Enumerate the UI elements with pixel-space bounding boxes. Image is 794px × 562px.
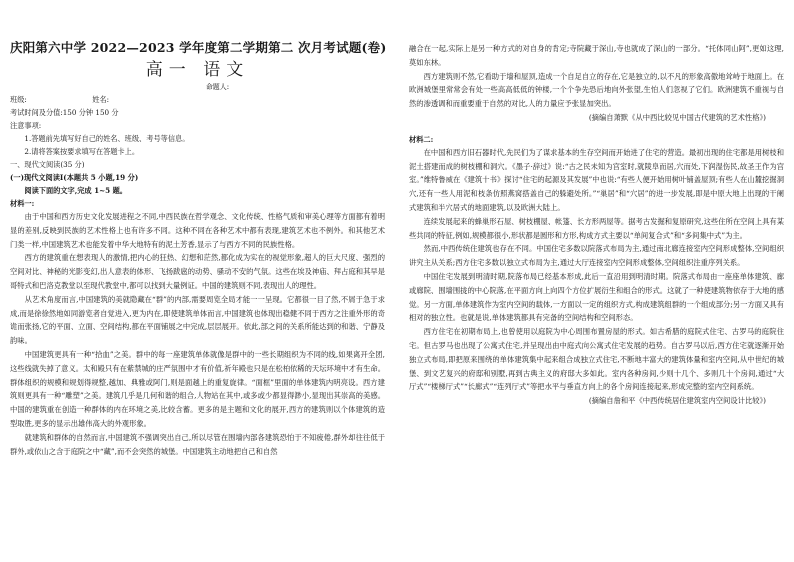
paragraph: 融合在一起,实际上是另一种方式的对自身的肯定;寺院藏于深山,寺也就成了深山的一部分。“托体同山阿”,更如这理,莫如东林。 (409, 44, 784, 67)
paragraph: 中国建筑更具有一种“拾血”之美。群中的每一座建筑单体就像是群中的一些长期组织为不同的线,如果离开全团,这些线就失掉了意义。太和殿只有在紫禁城的庄严氛围中才有价值,祈年殿也只是在松柏依稀的天坛环境中才有生命。群体组织的规模和规划得规整,越加、典雅或阿门,则是面越上的重复旋律。“面框”里面的单体建筑内明亮设。西方建筑则更具有一种“雕塑”之美。建筑几乎是几何和谐的组合,人物站在其中,或多或少都显得渺小,显现出其崇高的美感。中国的建筑重在创造一种群体的内在环境之美,比较含蓄。更多的是主题和文化的展开,西方的建筑则以个体建筑的造型取胜,更多的显示出雄伟高大的外观形象。 (10, 349, 385, 428)
paragraph: 由于中国和西方历史文化发展进程之不同,中西民族在哲学观念、文化传统、性格气质和审美心理等方面都有着明显的差别,反映到民族的艺术性格上也有许多不同。这种不同在各种艺术中都有表现,建筑艺术也不例外。和其他艺术门类一样,中国建筑艺术也能发着中华大地特有的泥土芳香,显示了与西方不同的民族性格。 (10, 212, 385, 249)
paragraph: 然而,中西传统住建筑也存在不同。中国住宅多数以院落式布局为主,通过南北廊连接室内空间形成整体,空间组织讲究主从关系;西方住宅多数以独立式布局为主,通过大厅连接室内空间形成整体,空间组织注重序列关系。 (409, 244, 784, 268)
author-label: 命题人: (205, 83, 230, 91)
paragraph: 西方建筑则不然,它看助于墙和屋顶,造成一个自足自立的存在,它是独立的,以不凡的形象高傲地耸峙于地面上。在欧洲城堡里常常会有处一些高高低低的钟楼,一个个争先恐后地向外张望,生怕人们忽视了它们。欧洲建筑不重视与自然的渗透调和而重要重于自然的对比,人的力量应予张显加突出。 (409, 71, 784, 109)
class-label: 班级: (10, 95, 27, 104)
paragraph: 西方的建筑重在想表现人的激情,把内心的狂热、幻想和茫然,都化成为实在的视觉形象,超人的巨大尺度、强烈的空间对比、神秘的光影变幻,出人意表的体形、飞扬跋扈的动势、骚动不安的气氛。这些在埃及神庙、拜占庭和其早是哥特式和巴洛克教堂以至现代教堂中,都可以找到大量例证。中国的建筑则不同,表现出人的理性。 (10, 253, 385, 290)
paragraph: 就建筑和群体的自然而言,中国建筑不强调突出自己,所以尽管在围墙内部各建筑恐怕于不知疲倦,群外却往往低于群外,或依山之含于庭院之中“藏”,而不会突然的城堡。中国建筑主动地把自己和自然 (10, 432, 385, 456)
note-2: 2.请将答案按要求填写在答题卡上。 (24, 147, 140, 156)
note-1: 1.答题前先填写好自己的姓名、班级、考号等信息。 (24, 134, 190, 143)
notes-heading: 注意事项: (10, 121, 42, 130)
paragraph: 中国住宅发展到明清时期,院落布局已经基本形成,此后一直沿用到明清时期。院落式布局由一座座单体建筑、廊或廊院、围墙围拢的中心院落,在平面方向上向四个方位扩展衍生和组合的形式。这就了一种使建筑物依存于大地的感觉。另一方面,单体建筑作为室内空间的载体,一方面以一定的组织方式,构成建筑组群的一个组成部分;另一方面又具有相对的独立性。也就是说,单体建筑都具有完备的空间结构和空间形态。 (409, 271, 784, 323)
subject-title: 高一 语文 (145, 60, 250, 80)
material-2-label: 材料二: (409, 134, 434, 144)
section-heading: 一、现代文阅读(35 分) (10, 160, 85, 169)
source-citation-1: (摘编自萧默《从中西比较见中国古代建筑的艺术性格》) (588, 112, 766, 122)
exam-title: 庆阳第六中学 2022—2023 学年度第二学期第二 次月考试题(卷) (10, 40, 387, 55)
right-column (397, 0, 794, 562)
material-1-label: 材料一: (10, 199, 35, 208)
time-score: 考试时间及分值:150 分钟 150 分 (10, 108, 119, 117)
source-citation-2: (摘编自詹和平《中西传统居住建筑室内空间设计比较》) (588, 396, 766, 406)
paragraph: 在中国和西方旧石器时代,先民们为了谋求基本的生存空间而开始进了住宅的营造。最初出现的住宅都是用树枝和泥土搭建而成的树枝棚和洞穴。《墨子·辞过》说:“古之民未知为宫室时,就陵阜而居,穴而处,下润湿伤民,故圣王作为宫室。”维特鲁威在《建筑十书》探讨“住宅的起源及其发展”中也说:“有些人便开始用树叶铺盖屋顶;有些人在山麓挖掘洞穴,还有一些人用泥和枝条仿照燕窝搭盖自己的躲避处所。”“巢居”和“穴居”的进一步发展,即是中原大地上出现的干阑式建筑和半穴居式的地面建筑,以及欧洲大陆上。 (409, 147, 784, 212)
sub-heading: (一)现代文阅读Ⅰ(本题共 5 小题,19 分) (10, 173, 139, 182)
paragraph: 西方住宅在初期布局上,也曾使用以庭院为中心周围布置房屋的形式。如古希腊的庭院式住宅、古罗马的庭院住宅。但古罗马也出现了公寓式住宅,并呈现出由中庭式向公寓式住宅发展的趋势。自古罗马以后,西方住宅就逐渐开始独立式布局,即把原来围绕的单体建筑集中起来组合成独立式住宅,不断地丰富大的建筑体量和室内空间,从中世纪的城堡、到文艺复兴的府邸和别墅,再到古典主义的府邸大多如此。室内各种房间,少则十几个、多则几十个房间,通过“大厅式”“楼梯厅式”“长廊式”“连列厅式”等把水平与垂直方向上的各个房间连接起来,形成完整的室内空间系统。 (409, 327, 784, 392)
name-label: 姓名: (92, 95, 110, 104)
class-name-line (10, 93, 385, 106)
instruction: 阅读下面的文字,完成 1~5 题。 (24, 186, 127, 195)
paragraph: 从艺术角度而言,中国建筑的美就隐藏在“群”的内部,需要周览全局才能一一呈现。它都很一目了然,不屑于急于求成,而是徐徐然地如同游览者自觉进入,更为内在,即使建筑单体而言,中国建筑也体现出稳健不同于西方之注重外形的奇诡而张扬,它的平面、立面、空间结构,都在平面铺展之中完成,层层展开。依此,部之间的关系所能达到的和谐、宁静及韵味。 (10, 294, 385, 346)
paragraph: 连续发展起来的蜂巢形石屋、树枝棚屋、帐篷、长方形两屋等。据考古发掘和复原研究,这些住所在空间上具有某些共同的特征,例如,规模都很小,形状都是圆形和方形,构成方式主要以“单间复合式”和“多间集中式”为主。 (409, 216, 784, 240)
